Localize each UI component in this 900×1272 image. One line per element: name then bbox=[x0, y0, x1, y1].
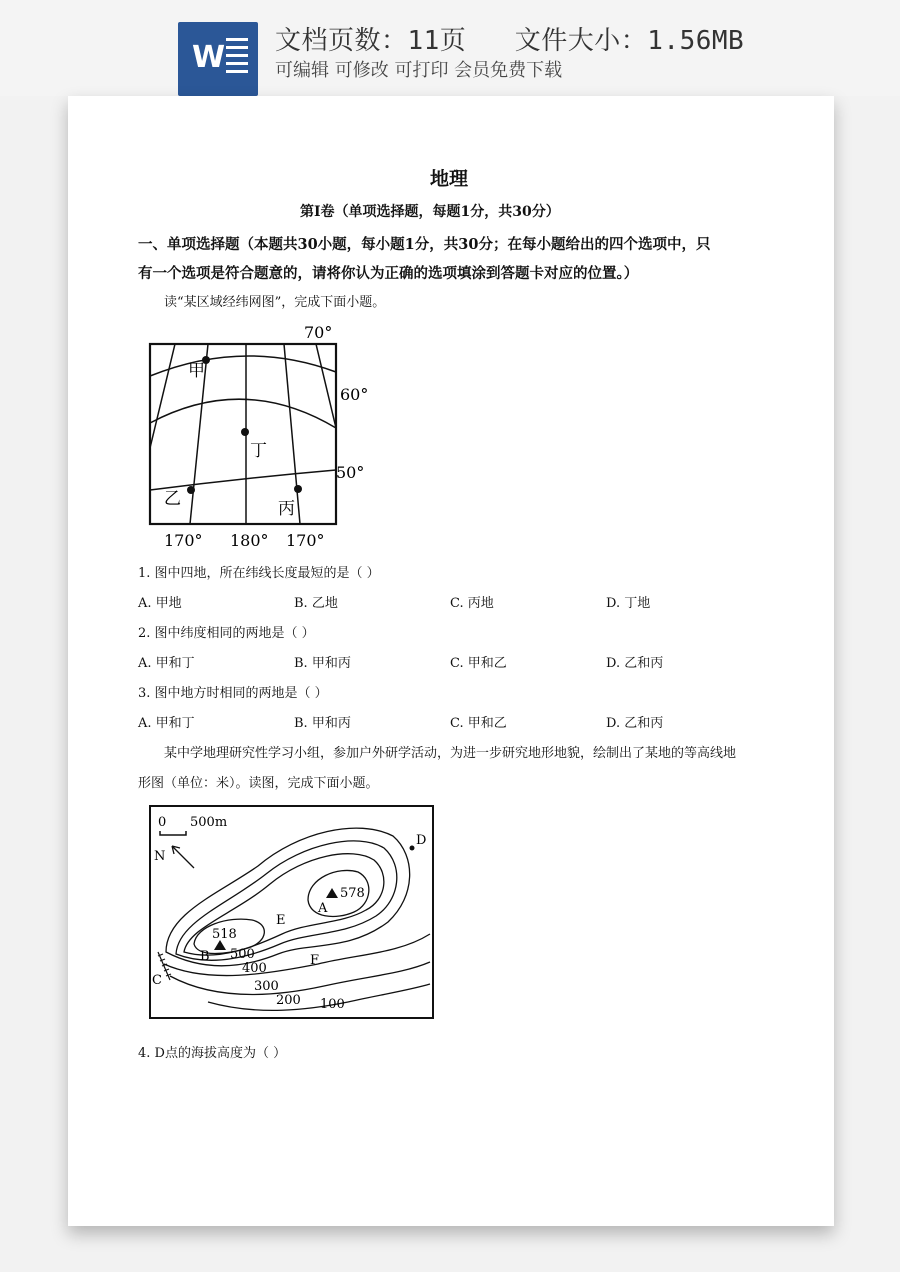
contour-label-500: 500 bbox=[230, 947, 255, 962]
point-yi: 乙 bbox=[164, 489, 181, 509]
lat-label-60: 60° bbox=[340, 385, 369, 404]
q2-option-b[interactable]: B. 甲和丙 bbox=[294, 656, 351, 671]
lon-label-170-west: 170° bbox=[164, 531, 203, 550]
scale-label: 500m bbox=[190, 815, 228, 830]
question-2: 2. 图中纬度相同的两地是（ ） bbox=[138, 626, 315, 641]
banner-title: 文档页数：11页 文件大小：1.56MB bbox=[275, 26, 745, 56]
north-label: N bbox=[154, 849, 166, 864]
lon-label-170-east: 170° bbox=[286, 531, 325, 550]
q2-option-d[interactable]: D. 乙和丙 bbox=[606, 656, 664, 671]
word-logo-letter: W bbox=[192, 40, 226, 75]
q2-option-a[interactable]: A. 甲和丁 bbox=[138, 656, 195, 671]
question-4: 4. D点的海拔高度为（ ） bbox=[138, 1046, 287, 1061]
q3-option-b[interactable]: B. 甲和丙 bbox=[294, 716, 351, 731]
lon-label-180: 180° bbox=[230, 531, 269, 550]
section-heading: 第Ⅰ卷（单项选择题，每题1分，共30分） bbox=[300, 204, 560, 220]
q3-option-d[interactable]: D. 乙和丙 bbox=[606, 716, 664, 731]
scale-zero: 0 bbox=[158, 815, 167, 830]
lat-label-70: 70° bbox=[304, 323, 333, 342]
read-map-prompt-2a: 某中学地理研究性学习小组，参加户外研学活动，为进一步研究地形地貌，绘制出了某地的等高线地 bbox=[164, 746, 737, 761]
read-map-prompt-1: 读“某区域经纬网图”，完成下面小题。 bbox=[164, 295, 386, 310]
point-jia: 甲 bbox=[188, 361, 205, 381]
lat-label-50: 50° bbox=[336, 463, 365, 482]
contour-label-300: 300 bbox=[254, 979, 279, 994]
contour-label-400: 400 bbox=[242, 961, 267, 976]
question-1: 1. 图中四地，所在纬线长度最短的是（ ） bbox=[138, 566, 380, 581]
instruction-line-1: 一、单项选择题（本题共30小题，每小题1分，共30分；在每小题给出的四个选项中，只 bbox=[138, 236, 711, 253]
banner-subtitle: 可编辑 可修改 可打印 会员免费下载 bbox=[275, 60, 563, 81]
q1-option-d[interactable]: D. 丁地 bbox=[606, 596, 651, 611]
q1-option-a[interactable]: A. 甲地 bbox=[138, 596, 182, 611]
contour-map bbox=[148, 804, 438, 1022]
peak-a-height: 578 bbox=[340, 886, 365, 901]
point-a: A bbox=[318, 901, 328, 916]
q3-option-c[interactable]: C. 甲和乙 bbox=[450, 716, 507, 731]
point-bing: 丙 bbox=[278, 499, 295, 519]
point-d: D bbox=[416, 833, 427, 848]
contour-label-100: 100 bbox=[320, 997, 345, 1012]
point-b: B bbox=[200, 949, 210, 964]
peak-b-height: 518 bbox=[212, 927, 237, 942]
graticule-map bbox=[144, 318, 374, 554]
point-f: F bbox=[310, 953, 320, 968]
doc-title: 地理 bbox=[430, 168, 469, 190]
point-c: C bbox=[152, 973, 162, 988]
q2-option-c[interactable]: C. 甲和乙 bbox=[450, 656, 507, 671]
question-3: 3. 图中地方时相同的两地是（ ） bbox=[138, 686, 328, 701]
point-e: E bbox=[276, 913, 286, 928]
q1-option-c[interactable]: C. 丙地 bbox=[450, 596, 494, 611]
download-banner bbox=[0, 0, 900, 96]
instruction-line-2: 有一个选项是符合题意的，请将你认为正确的选项填涂到答题卡对应的位置。） bbox=[138, 265, 639, 282]
q1-option-b[interactable]: B. 乙地 bbox=[294, 596, 338, 611]
contour-label-200: 200 bbox=[276, 993, 301, 1008]
read-map-prompt-2b: 形图（单位：米）。读图，完成下面小题。 bbox=[138, 776, 379, 791]
word-document-icon bbox=[178, 22, 258, 96]
document-page bbox=[68, 96, 834, 1226]
point-ding: 丁 bbox=[250, 441, 267, 461]
q3-option-a[interactable]: A. 甲和丁 bbox=[138, 716, 195, 731]
